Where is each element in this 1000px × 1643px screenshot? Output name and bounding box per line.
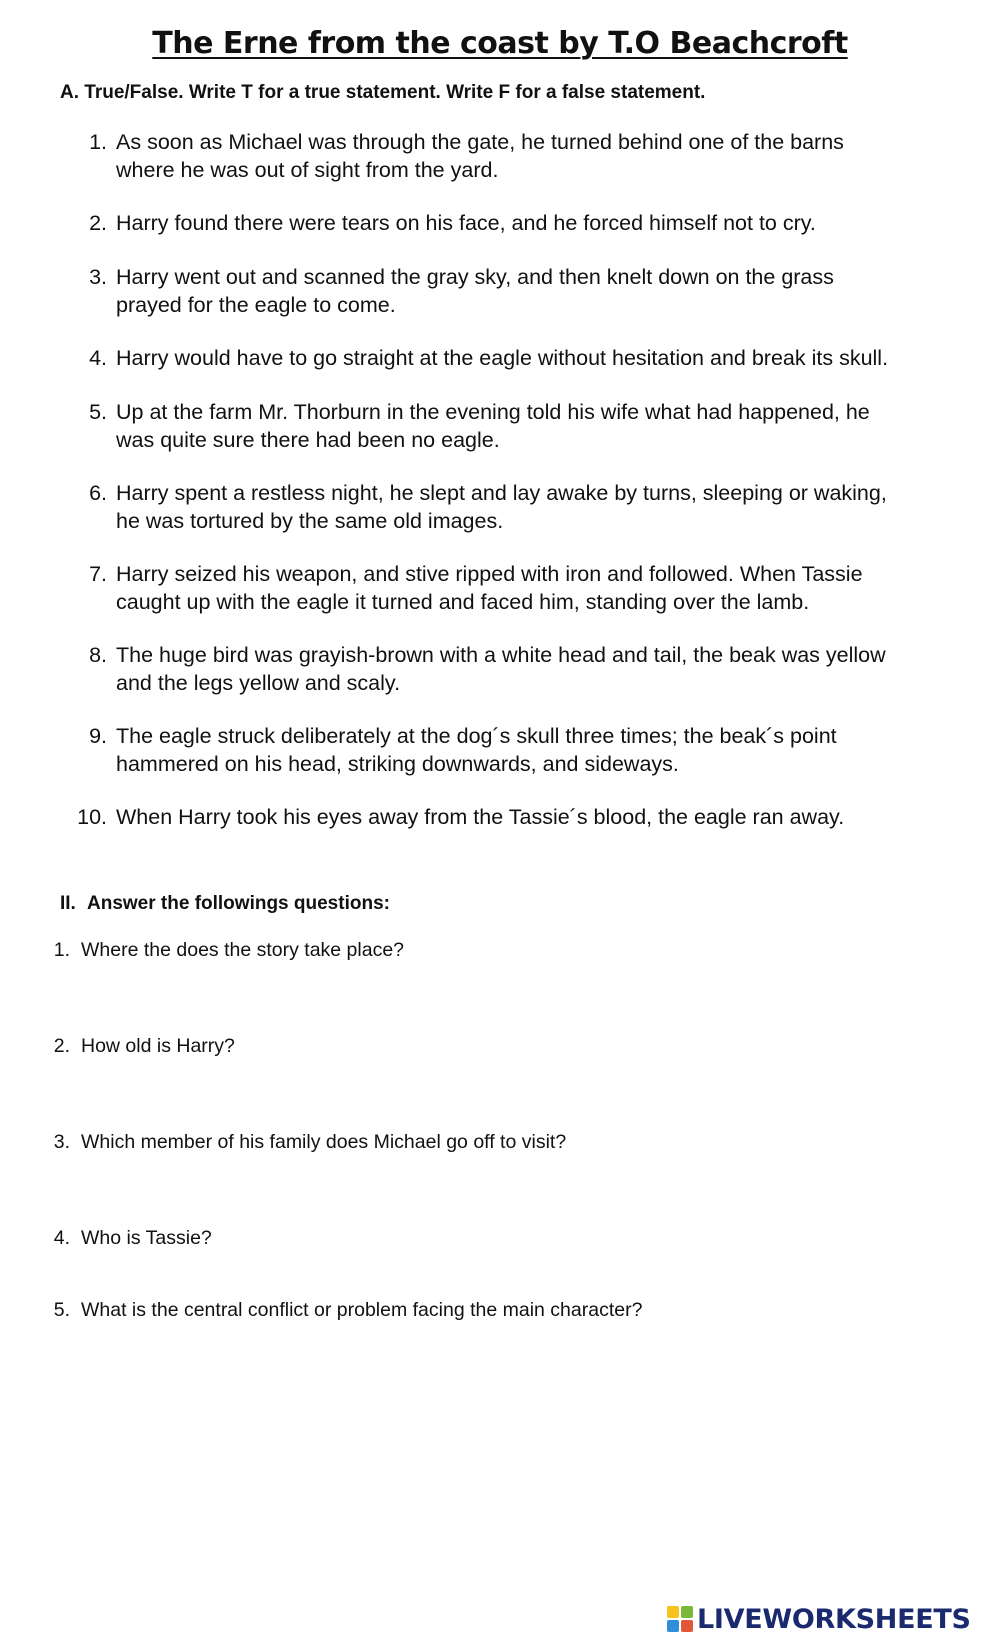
question-number: 1. [53, 939, 70, 961]
item-number: 7. [89, 562, 107, 586]
answer-field[interactable] [81, 1330, 941, 1354]
question-text: How old is Harry? [81, 1035, 235, 1057]
question-number: 5. [53, 1299, 70, 1321]
question-text: Who is Tassie? [81, 1227, 212, 1249]
liveworksheets-logo [667, 1602, 971, 1636]
answer-field[interactable] [81, 1066, 941, 1090]
question-text: Which member of his family does Michael go off to visit? [81, 1131, 567, 1153]
statement-text: Harry would have to go straight at the eagle without hesitation and break its skull. [116, 346, 889, 370]
logo-tile [681, 1606, 693, 1618]
statement-text: As soon as Michael was through the gate, he turned behind one of the barns where he was out of sight from the yard. [116, 130, 844, 182]
question-number: 3. [53, 1131, 70, 1153]
item-number: 10. [77, 805, 107, 829]
liveworksheets-logo-icon [667, 1606, 693, 1632]
question-text: What is the central conflict or problem facing the main character? [81, 1299, 643, 1321]
item-number: 1. [89, 130, 107, 154]
item-number: 6. [89, 481, 107, 505]
section-a-heading: A. True/False. Write T for a true statement. Write F for a false statement. [60, 82, 706, 103]
section-b-heading [60, 893, 390, 915]
statement-text: The eagle struck deliberately at the dog´s skull three times; the beak´s point hammered on his head, striking downwards, and sideways. [116, 724, 837, 776]
question-text: Where the does the story take place? [81, 939, 405, 961]
worksheet-title: The Erne from the coast by T.O Beachcroft [152, 26, 848, 61]
answer-field[interactable] [81, 1162, 941, 1186]
logo-tile [681, 1620, 693, 1632]
question-number: 4. [53, 1227, 70, 1249]
answer-field[interactable] [81, 1256, 941, 1280]
item-number: 2. [89, 211, 107, 235]
section-b-numeral: II. [60, 893, 76, 914]
statement-text: Harry went out and scanned the gray sky, and then knelt down on the grass prayed for the eagle to come. [116, 265, 834, 317]
item-number: 5. [89, 400, 107, 424]
statement-text: Up at the farm Mr. Thorburn in the evening told his wife what had happened, he was quite sure there had been no eagle. [116, 400, 870, 452]
item-number: 9. [89, 724, 107, 748]
question-number: 2. [53, 1035, 70, 1057]
statement-text: The huge bird was grayish-brown with a white head and tail, the beak was yellow and the legs yellow and scaly. [116, 643, 886, 695]
statement-text: Harry seized his weapon, and stive ripped with iron and followed. When Tassie caught up with the eagle it turned and faced him, standing over the lamb. [116, 562, 863, 614]
logo-wordmark: LIVEWORKSHEETS [697, 1603, 971, 1635]
item-number: 4. [89, 346, 107, 370]
statement-text: Harry spent a restless night, he slept and lay awake by turns, sleeping or waking, he was tortured by the same old images. [116, 481, 887, 533]
item-number: 3. [89, 265, 107, 289]
statement-text: When Harry took his eyes away from the Tassie´s blood, the eagle ran away. [116, 805, 845, 829]
answer-field[interactable] [81, 970, 941, 994]
statement-text: Harry found there were tears on his face, and he forced himself not to cry. [116, 211, 816, 235]
item-number: 8. [89, 643, 107, 667]
section-b-title: Answer the followings questions: [87, 893, 390, 914]
logo-tile [667, 1620, 679, 1632]
logo-tile [667, 1606, 679, 1618]
